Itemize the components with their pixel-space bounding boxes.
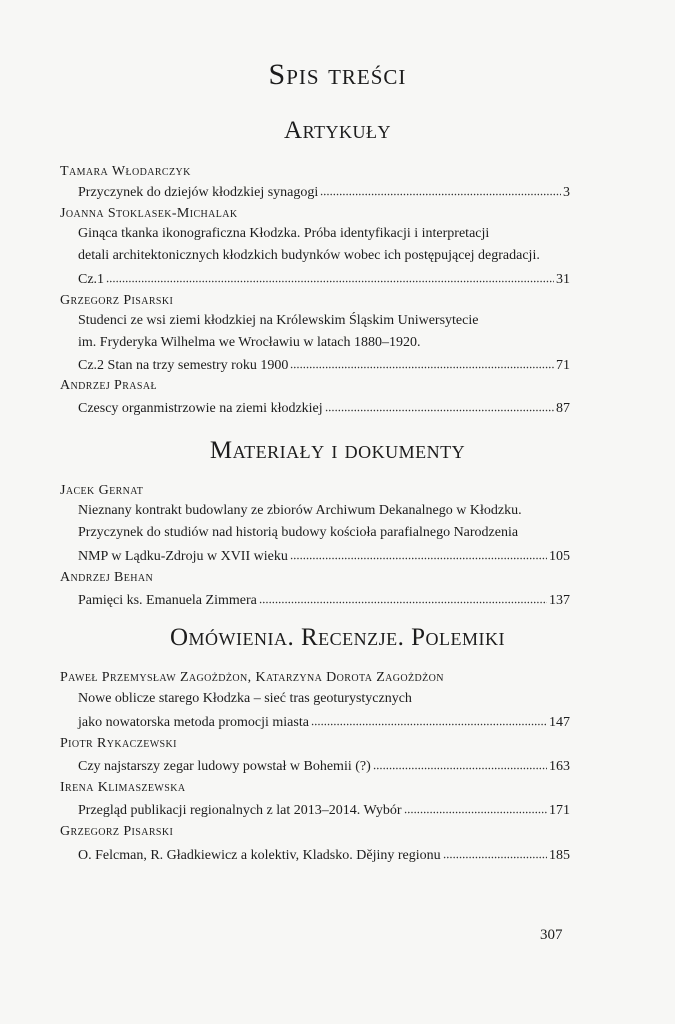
page-number: 31 [556, 272, 570, 287]
page-number: 105 [549, 549, 570, 564]
toc-entry-line[interactable] [78, 590, 570, 610]
dot-leader [404, 800, 547, 814]
page-title: Spis treści [268, 58, 407, 91]
dot-leader [259, 590, 547, 604]
entry-author: Paweł Przemysław Zagożdżon, Katarzyna Dorota Zagożdżon [60, 670, 444, 685]
entry-title: Cz.2 Stan na trzy semestry roku 1900 [78, 358, 289, 373]
entry-title-line: Przyczynek do studiów nad historią budowy kościoła parafialnego Narodzenia [78, 525, 519, 540]
page-number: 147 [549, 715, 570, 730]
entry-author: Grzegorz Pisarski [60, 293, 174, 308]
entry-title-line: Studenci ze wsi ziemi kłodzkiej na Królewskim Śląskim Uniwersytecie [78, 313, 479, 328]
entry-title: Przegląd publikacji regionalnych z lat 2013–2014. Wybór [78, 803, 402, 818]
entry-title: Czy najstarszy zegar ludowy powstał w Bohemii (?) [78, 759, 371, 774]
toc-entry-line[interactable] [78, 800, 570, 820]
toc-entry-line[interactable] [78, 546, 570, 566]
section-heading: Artykuły [284, 117, 391, 144]
page-number: 87 [556, 401, 570, 416]
entry-title-line: Nieznany kontrakt budowlany ze zbiorów Archiwum Dekanalnego w Kłodzku. [78, 503, 522, 518]
entry-author: Joanna Stoklasek-Michalak [60, 206, 238, 221]
dot-leader [290, 546, 547, 560]
entry-title: Pamięci ks. Emanuela Zimmera [78, 593, 257, 608]
entry-author: Jacek Gernat [60, 483, 144, 498]
toc-entry-line[interactable] [78, 398, 570, 418]
entry-title-line: Ginąca tkanka ikonograficzna Kłodzka. Próba identyfikacji i interpretacji [78, 226, 490, 241]
entry-title: jako nowatorska metoda promocji miasta [78, 715, 309, 730]
page-number: 185 [549, 848, 570, 863]
dot-leader [311, 712, 547, 726]
page-number: 71 [556, 358, 570, 373]
entry-title: O. Felcman, R. Gładkiewicz a kolektiv, Kladsko. Dějiny regionu [78, 848, 441, 863]
section-heading: Materiały i dokumenty [209, 437, 466, 464]
page-number: 3 [563, 185, 570, 200]
entry-title-line: im. Fryderyka Wilhelma we Wrocławiu w latach 1880–1920. [78, 335, 421, 350]
entry-author: Grzegorz Pisarski [60, 824, 174, 839]
entry-title: NMP w Lądku-Zdroju w XVII wieku [78, 549, 288, 564]
page-folio: 307 [540, 927, 563, 943]
page-number: 137 [549, 593, 570, 608]
entry-author: Irena Klimaszewska [60, 780, 186, 795]
entry-author: Tamara Włodarczyk [60, 164, 191, 179]
dot-leader [106, 269, 554, 283]
toc-entry-line[interactable] [78, 712, 570, 732]
dot-leader [320, 182, 561, 196]
dot-leader [325, 398, 554, 412]
section-heading: Omówienia. Recenzje. Polemiki [169, 624, 506, 651]
entry-title-line: Nowe oblicze starego Kłodzka – sieć tras geoturystycznych [78, 691, 412, 706]
dot-leader [443, 845, 547, 859]
entry-author: Andrzej Prasał [60, 378, 158, 393]
toc-entry-line[interactable] [78, 756, 570, 776]
page-number: 171 [549, 803, 570, 818]
entry-author: Piotr Rykaczewski [60, 736, 177, 751]
toc-entry-line[interactable] [78, 269, 570, 289]
page-number: 163 [549, 759, 570, 774]
dot-leader [373, 756, 547, 770]
toc-entry-line[interactable] [78, 182, 570, 202]
entry-title: Przyczynek do dziejów kłodzkiej synagogi [78, 185, 319, 200]
entry-title: Cz.1 [78, 272, 105, 287]
dot-leader [290, 355, 554, 369]
entry-title-line: detali architektonicznych kłodzkich budynków wobec ich postępującej degradacji. [78, 248, 540, 263]
entry-author: Andrzej Behan [60, 570, 154, 585]
toc-entry-line[interactable] [78, 845, 570, 865]
entry-title: Czescy organmistrzowie na ziemi kłodzkiej [78, 401, 323, 416]
toc-entry-line[interactable] [78, 355, 570, 375]
